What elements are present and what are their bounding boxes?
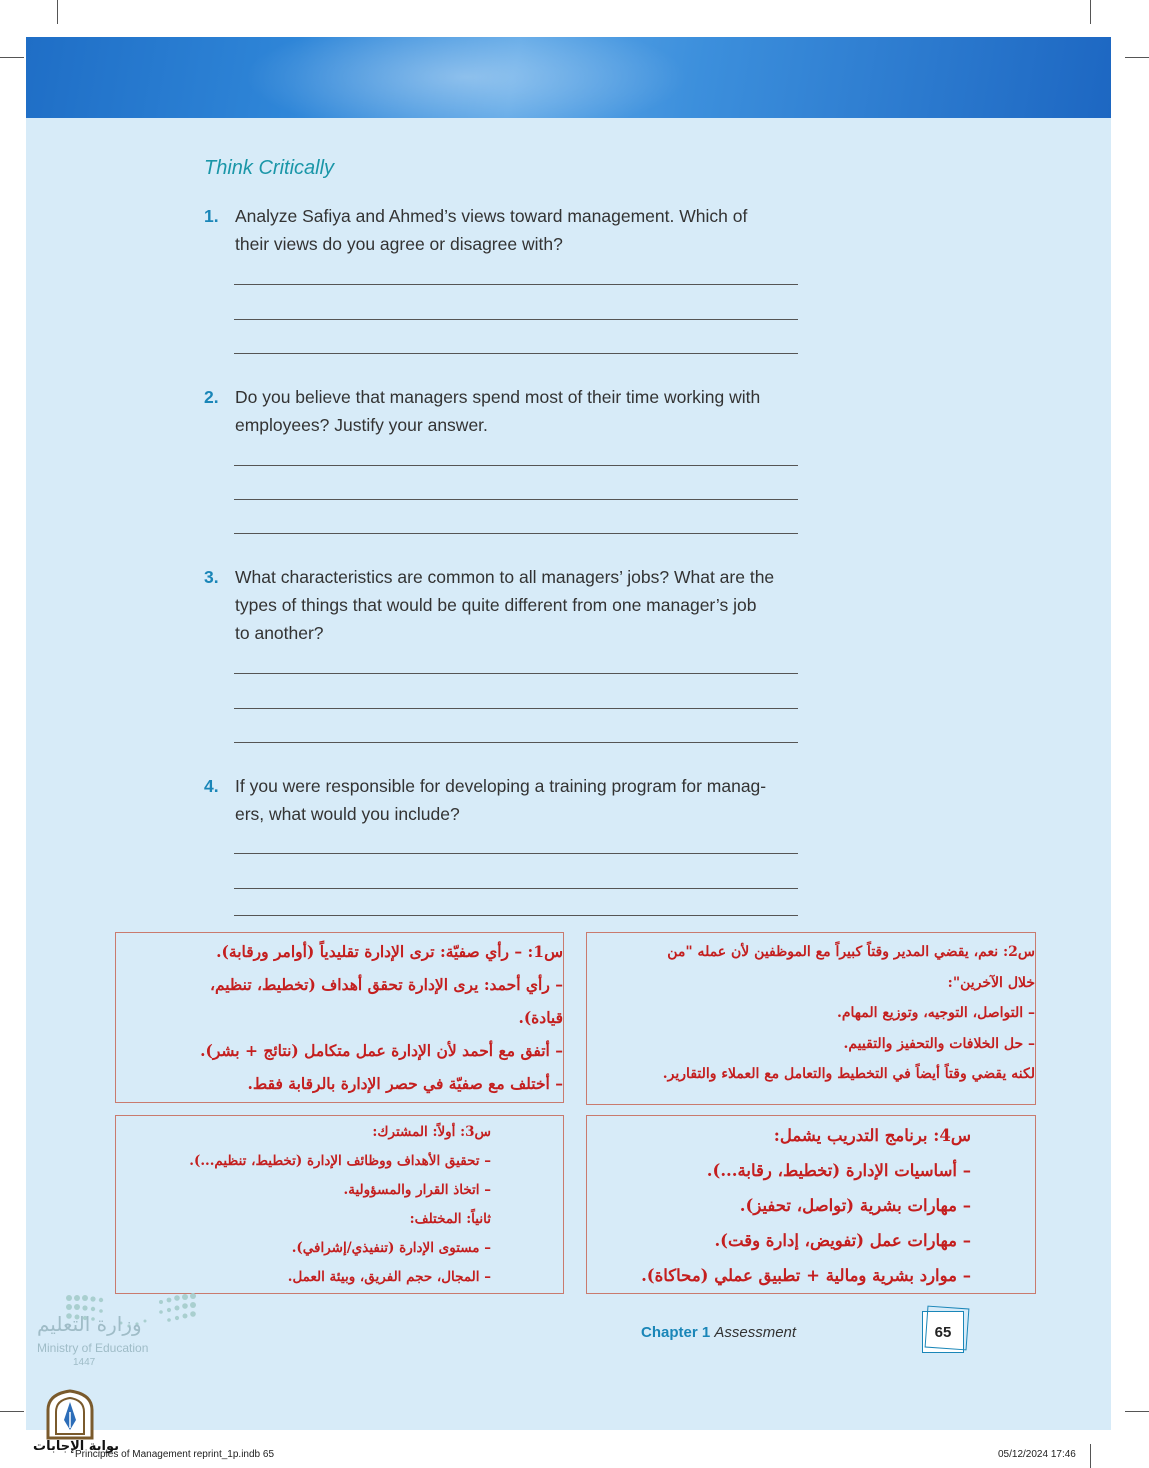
chapter-label: Chapter 1: [641, 1324, 711, 1341]
answer-box-1: [115, 932, 564, 1103]
print-slug-date: 05/12/2024 17:46: [998, 1449, 1076, 1460]
question-text-line: If you were responsible for developing a training program for manag-: [235, 776, 767, 796]
page-banner: [26, 37, 1111, 118]
answer-box-4: [586, 1115, 1036, 1294]
question-text-line: What characteristics are common to all managers’ jobs? What are the: [235, 567, 775, 587]
question-text-line: to another?: [235, 623, 324, 643]
answer-line: [234, 742, 798, 743]
chapter-footer: [641, 1324, 796, 1341]
answer-box-2: [586, 932, 1036, 1105]
question-text-line: Do you believe that managers spend most of their time working with: [235, 387, 761, 407]
question-number: 3.: [204, 567, 219, 587]
answer-line-text: – رأي أحمد: يرى الإدارة تحقق أهداف (تخطيط، تنظيم،: [209, 975, 563, 994]
watermark-text: بوابة الإجابات: [33, 1439, 119, 1454]
question-number: 4.: [204, 776, 219, 796]
answer-line: [234, 708, 798, 709]
question-text-line: ers, what would you include?: [235, 804, 460, 824]
print-slug-file: Principles of Management reprint_1p.indb 65: [75, 1449, 275, 1460]
answer-line-text: ثانياً: المختلف:: [409, 1211, 491, 1227]
answer-line-text: – التواصل، التوجيه، وتوزيع المهام.: [836, 1005, 1035, 1021]
answer-line-text: خلال الآخرين":: [947, 974, 1035, 991]
answer-line-text: س1: – رأي صفيّة: ترى الإدارة تقليدياً (أوامر ورقابة).: [216, 942, 563, 961]
page-number-text: 65: [934, 1323, 952, 1341]
ministry-logo-arabic: وزارة التعليم: [37, 1312, 142, 1336]
answer-line: [234, 915, 798, 916]
textbook-page: [26, 37, 1111, 1430]
answer-line-text: – موارد بشرية ومالية + تطبيق عملي (محاكاة).: [641, 1266, 971, 1285]
answer-line: [234, 853, 798, 854]
ministry-logo-english: Ministry of Education: [37, 1341, 149, 1355]
answer-line-text: لكنه يقضي وقتاً أيضاً في التخطيط والتعامل مع العملاء والتقارير.: [662, 1066, 1035, 1082]
answer-line: [234, 499, 798, 500]
question-number: 1.: [204, 206, 219, 226]
answer-line-text: – أساسيات الإدارة (تخطيط، رقابة...).: [706, 1161, 971, 1180]
answer-line: [234, 353, 798, 354]
question-text-line: their views do you agree or disagree with?: [235, 234, 563, 254]
answer-line-text: – أتفق مع أحمد لأن الإدارة عمل متكامل (نتائج + بشر).: [200, 1041, 563, 1060]
answer-line-text: – حل الخلافات والتحفيز والتقييم.: [843, 1035, 1035, 1052]
answer-line: [234, 284, 798, 285]
question-text-line: Analyze Safiya and Ahmed’s views toward management. Which of: [235, 206, 748, 226]
question-text-line: types of things that would be quite different from one manager’s job: [235, 595, 757, 615]
answer-line: [234, 673, 798, 674]
answer-line-text: – تحقيق الأهداف ووظائف الإدارة (تخطيط، تنظيم...).: [189, 1153, 491, 1169]
answer-line-text: قيادة).: [518, 1008, 563, 1027]
answer-line-text: – اتخاذ القرار والمسؤولية.: [343, 1182, 491, 1198]
answer-line-text: – أختلف مع صفيّة في حصر الإدارة بالرقابة فقط.: [247, 1074, 563, 1093]
answer-line-text: س3: أولاً: المشترك:: [372, 1124, 491, 1140]
answer-line: [234, 319, 798, 320]
watermark-emblem-icon: [34, 1388, 106, 1440]
section-label: Assessment: [714, 1324, 797, 1341]
answer-line-text: – مهارات عمل (تفويض، إدارة وقت).: [714, 1231, 971, 1250]
page-number: [922, 1311, 964, 1353]
answer-line: [234, 465, 798, 466]
answer-line-text: – مستوى الإدارة (تنفيذي/إشرافي).: [291, 1240, 491, 1256]
question-number: 2.: [204, 387, 219, 407]
answer-line: [234, 533, 798, 534]
answer-box-3: [115, 1115, 564, 1294]
section-heading: Think Critically: [204, 157, 335, 179]
answer-line-text: – المجال، حجم الفريق، وبيئة العمل.: [287, 1269, 491, 1285]
answer-line-text: س4: برنامج التدريب يشمل:: [773, 1126, 971, 1145]
answer-line-text: – مهارات بشرية (تواصل، تحفيز).: [739, 1196, 971, 1215]
question-text-line: employees? Justify your answer.: [235, 415, 488, 435]
answer-line: [234, 888, 798, 889]
answer-line-text: س2: نعم، يقضي المدير وقتاً كبيراً مع الموظفين لأن عمله "من: [667, 944, 1035, 960]
ministry-logo-year: 1447: [73, 1357, 96, 1368]
